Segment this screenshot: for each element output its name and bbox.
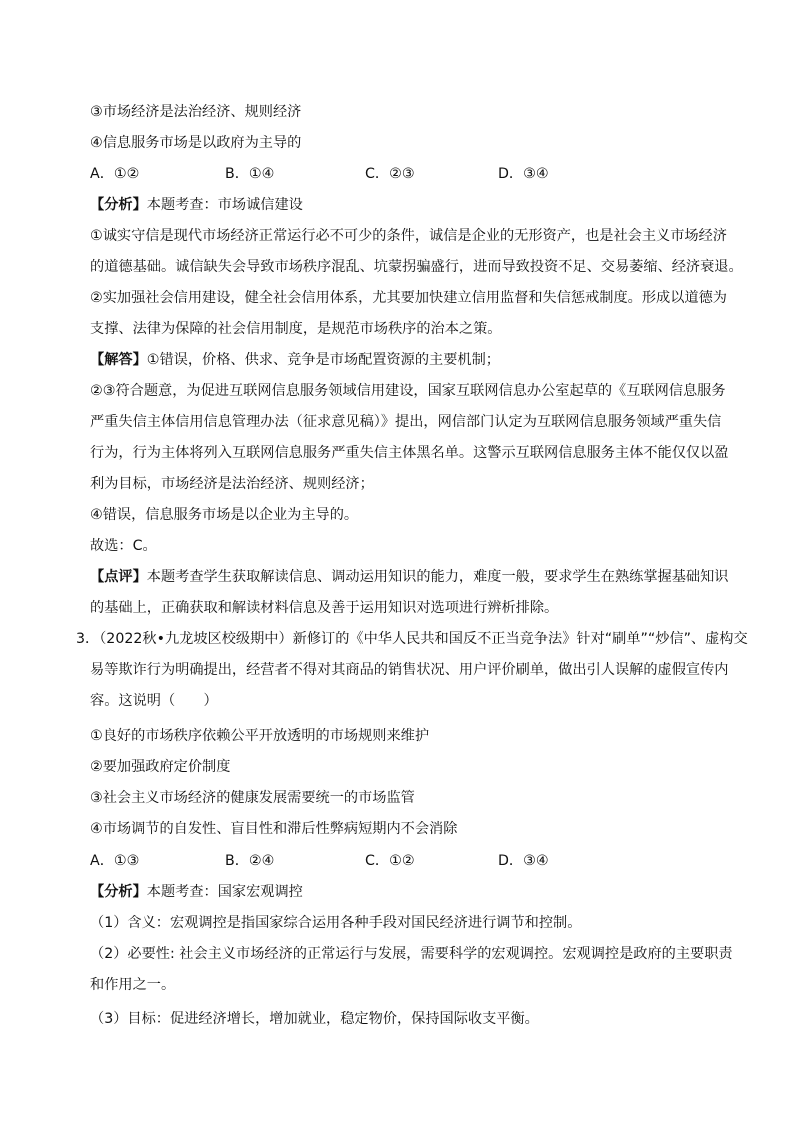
- q2-answer-line: ④错误，信息服务市场是以企业为主导的。: [90, 507, 359, 523]
- q2-analysis-heading: [90, 195, 730, 215]
- q2-choice-d: D．③④: [498, 166, 549, 182]
- q3-option-1: ①良好的市场秩序依赖公平开放透明的市场规则来维护: [90, 728, 430, 744]
- q3-stem-line: 容。这说明（ ）: [90, 693, 218, 709]
- q2-answer-line: 严重失信主体信用信息管理办法（征求意见稿）》提出，网信部门认定为互联网信息服务领域严重失信: [90, 414, 722, 430]
- q2-choice-b: B．①④: [225, 166, 275, 182]
- q2-choice-c: C．②③: [365, 166, 415, 182]
- q3-stem-line: 3．（2022秋•九龙坡区校级期中）新修订的《中华人民共和国反不正当竞争法》针对“刷单”“炒信”、虚构交: [76, 631, 748, 647]
- q3-choice-c: C．①②: [365, 853, 415, 869]
- q2-analysis-line: 支撑、法律为保障的社会信用制度，是规范市场秩序的治本之策。: [90, 321, 502, 337]
- q2-analysis-line: ②实加强社会信用建设，健全社会信用体系，尤其要加快建立信用监督和失信惩戒制度。形成以道德为: [90, 290, 727, 306]
- q3-analysis-heading: [90, 882, 730, 902]
- q2-analysis-line: 的道德基础。诚信缺失会导致市场秩序混乱、坑蒙拐骗盛行，进而导致投资不足、交易萎缩、经济衰退。: [90, 259, 743, 275]
- q2-answer-line: 行为，行为主体将列入互联网信息服务严重失信主体黑名单。这警示互联网信息服务主体不能仅仅以盈: [90, 445, 729, 461]
- q3-analysis-line: （1）含义：宏观调控是指国家综合运用各种手段对国民经济进行调节和控制。: [90, 915, 582, 931]
- q3-analysis-line: 和作用之一。: [90, 977, 176, 993]
- q2-choice-a: A．①②: [90, 166, 140, 182]
- q3-analysis-line: （3）目标：促进经济增长，增加就业，稳定物价，保持国际收支平衡。: [90, 1011, 539, 1027]
- answer-tag: 【解答】: [90, 352, 147, 368]
- analysis-title: 本题考查：国家宏观调控: [146, 884, 303, 900]
- q3-choice-d: D．③④: [498, 853, 549, 869]
- q2-analysis-line: ①诚实守信是现代市场经济正常运行必不可少的条件，诚信是企业的无形资产，也是社会主义市场经济: [90, 228, 727, 244]
- q2-option-4: ④信息服务市场是以政府为主导的: [90, 135, 302, 151]
- q2-comment-line: 的基础上，正确获取和解读材料信息及善于运用知识对选项进行辨析排除。: [90, 600, 559, 616]
- q3-stem-line: 易等欺诈行为明确提出，经营者不得对其商品的销售状况、用户评价刷单，做出引人误解的虚假宣传内: [90, 662, 729, 678]
- comment-tag: 【点评】: [90, 569, 147, 585]
- q2-final-answer: 故选：C。: [90, 538, 157, 554]
- analysis-tag: 【分析】: [90, 884, 147, 900]
- analysis-title: 本题考查：市场诚信建设: [146, 197, 303, 213]
- comment-first-line: 本题考查学生获取解读信息、调动运用知识的能力，难度一般，要求学生在熟练掌握基础知识: [146, 569, 729, 585]
- q3-option-2: ②要加强政府定价制度: [90, 759, 231, 775]
- analysis-tag: 【分析】: [90, 197, 147, 213]
- q3-choice-a: A．①③: [90, 853, 140, 869]
- q2-comment-heading: [90, 567, 730, 587]
- q2-answer-line: 利为目标，市场经济是法治经济、规则经济；: [90, 476, 374, 492]
- q2-option-3: ③市场经济是法治经济、规则经济: [90, 104, 302, 120]
- q2-answer-heading: [90, 350, 730, 370]
- q3-option-4: ④市场调节的自发性、盲目性和滞后性弊病短期内不会消除: [90, 821, 458, 837]
- q3-choice-b: B．②④: [225, 853, 275, 869]
- q3-option-3: ③社会主义市场经济的健康发展需要统一的市场监管: [90, 790, 415, 806]
- answer-first-line: ①错误，价格、供求、竞争是市场配置资源的主要机制；: [146, 352, 500, 368]
- q2-answer-line: ②③符合题意，为促进互联网信息服务领域信用建设，国家互联网信息办公室起草的《互联网信息服务: [90, 383, 726, 399]
- q3-analysis-line: （2）必要性: 社会主义市场经济的正常运行与发展，需要科学的宏观调控。宏观调控是政府的主要职责: [90, 946, 733, 962]
